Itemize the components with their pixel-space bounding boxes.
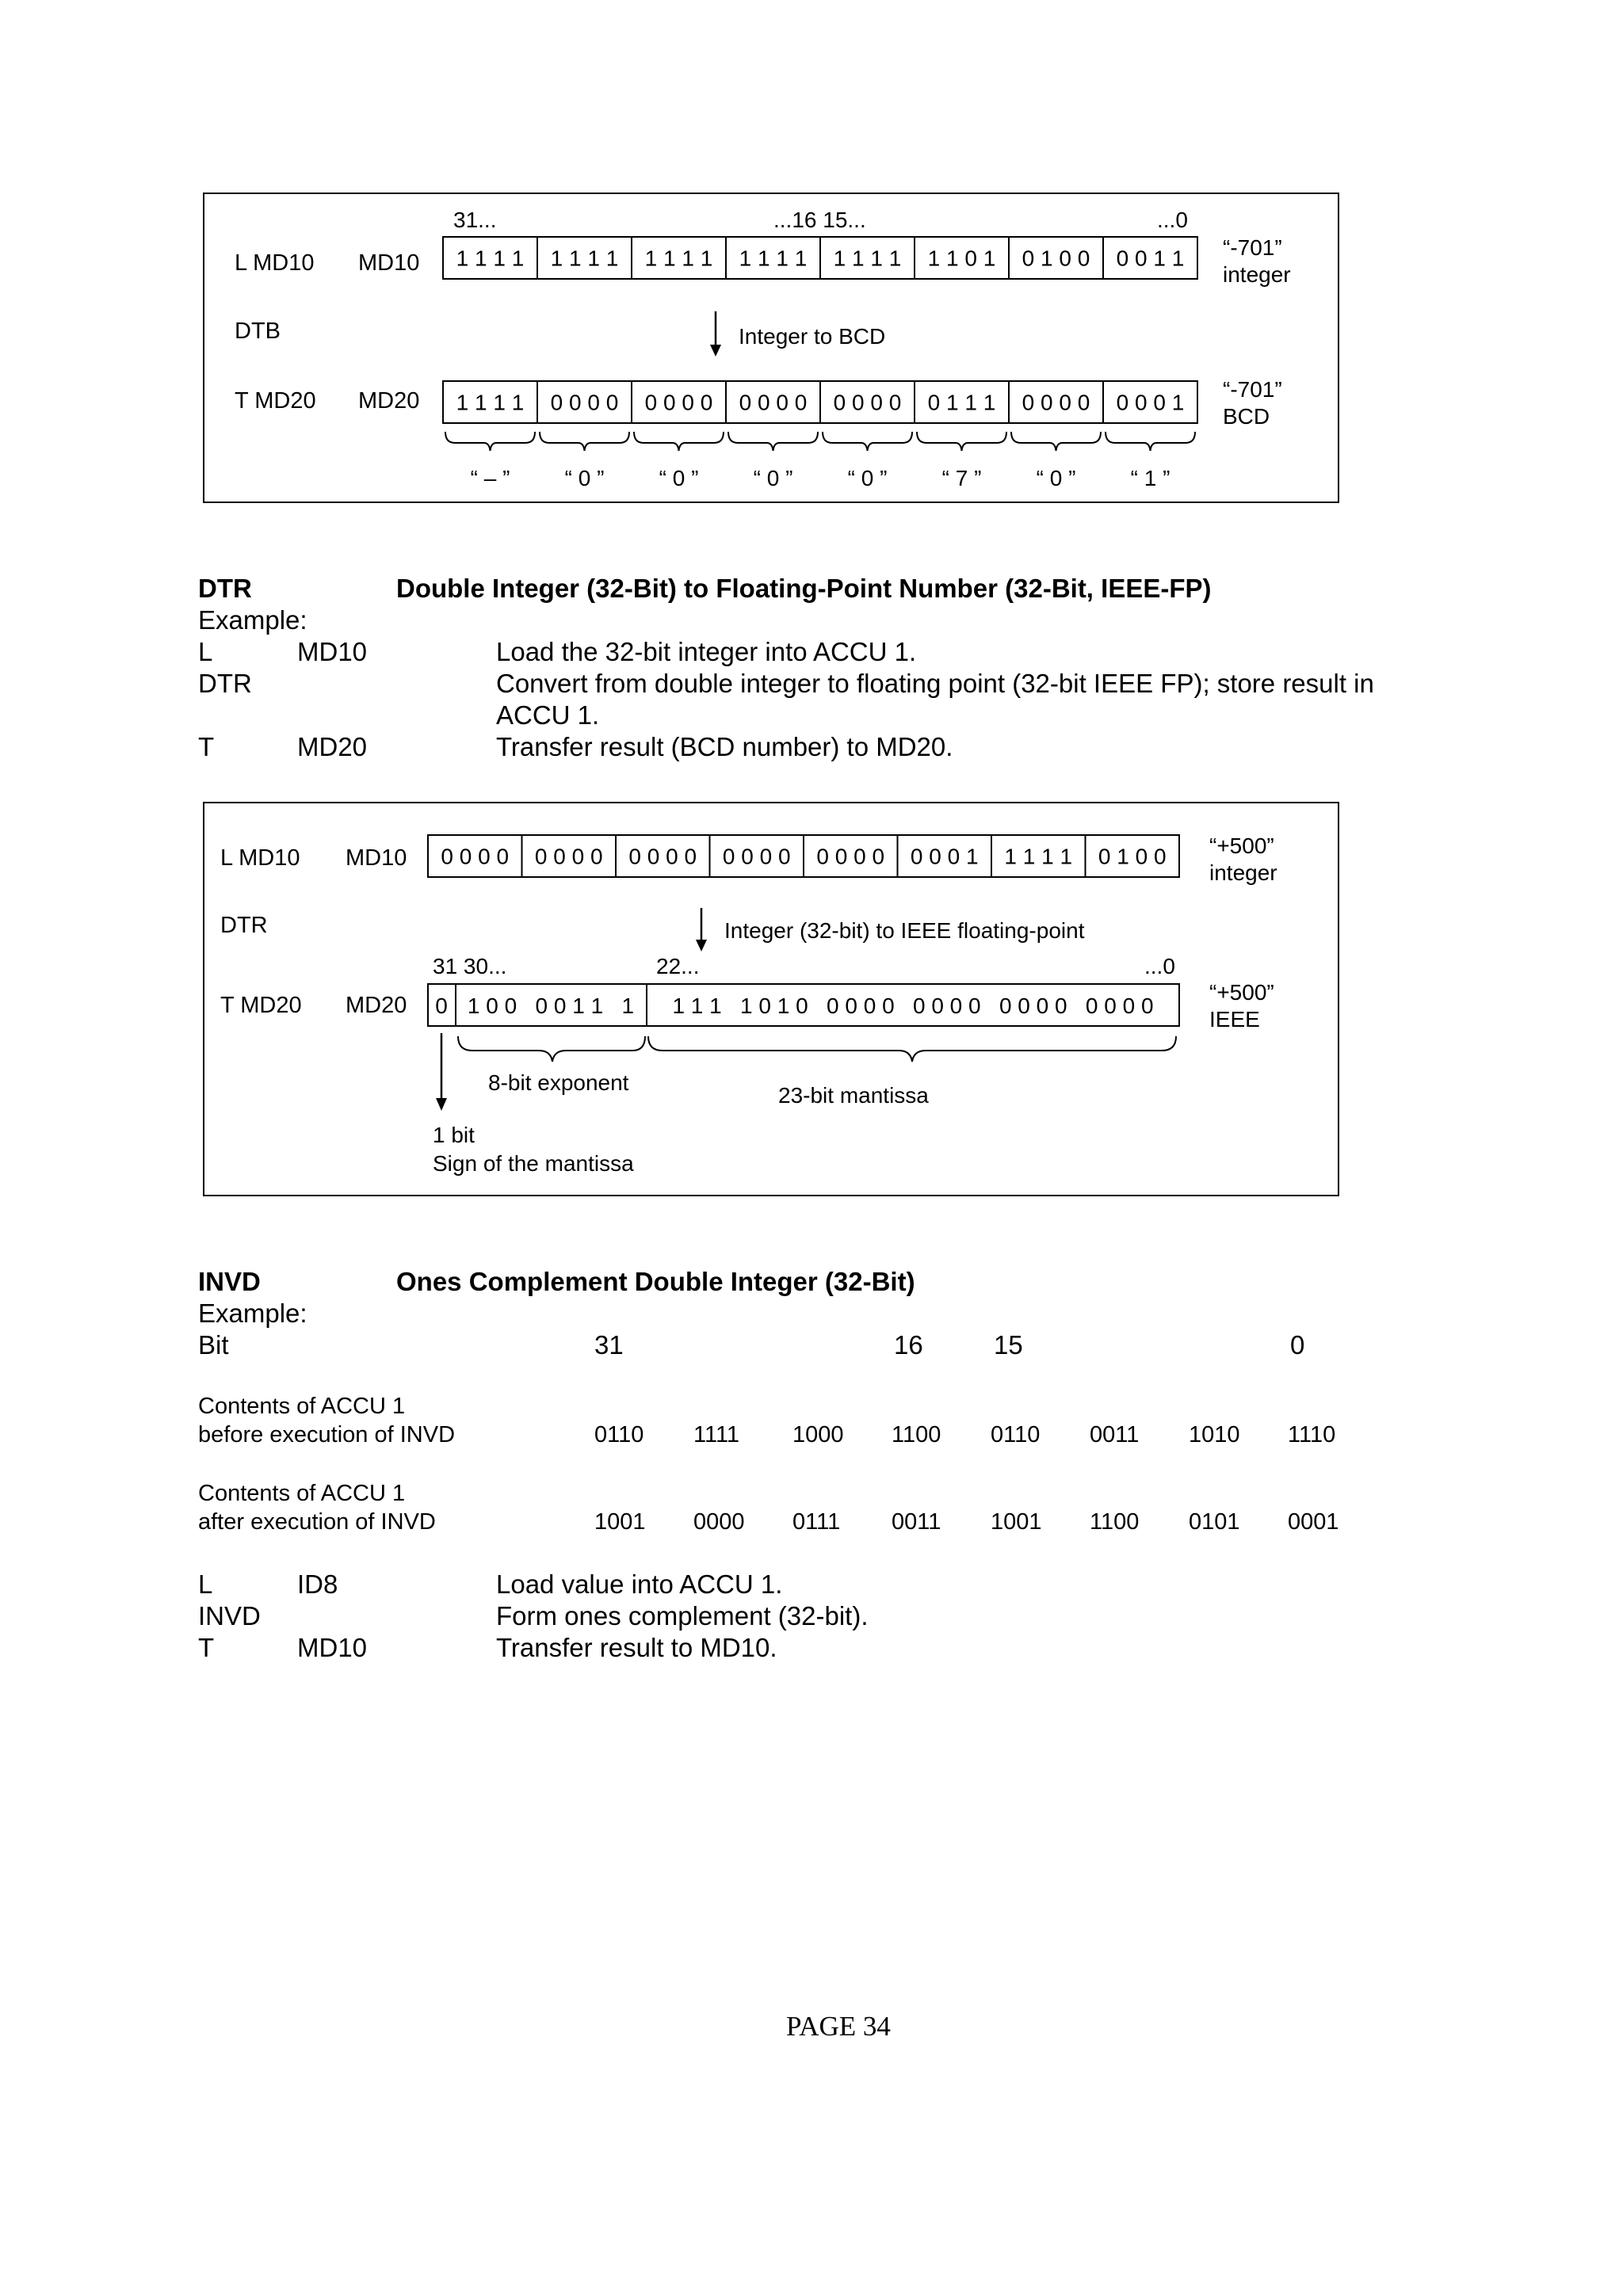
row1-instr: L MD10 xyxy=(235,250,315,276)
row1-note-line1: “-701” xyxy=(1223,235,1282,260)
nibble-value: 0 1 0 0 xyxy=(1098,844,1167,869)
accu-nibble-value: 0110 xyxy=(594,1422,644,1447)
accu-nibble-value: 1100 xyxy=(1090,1509,1140,1535)
dtr-code-op-3: T xyxy=(198,732,215,761)
dtr-code-desc-1: Load the 32-bit integer into ACCU 1. xyxy=(496,637,917,666)
dtr-code-operand-3: MD20 xyxy=(297,732,368,761)
page-number: PAGE 34 xyxy=(786,2011,891,2042)
nibble-value: 1 1 1 1 xyxy=(456,390,525,415)
row2-reg: MD20 xyxy=(358,388,420,414)
invd-mnemonic: INVD xyxy=(198,1267,261,1296)
dtr-code-op-2: DTR xyxy=(198,669,252,698)
sign-arrow-icon xyxy=(436,1098,447,1111)
down-arrow-icon xyxy=(696,940,707,952)
invd-code-operand-3: MD10 xyxy=(297,1633,368,1662)
row2-note-line2: IEEE xyxy=(1209,1007,1260,1032)
after-label-line1: Contents of ACCU 1 xyxy=(198,1481,406,1506)
digit-brace xyxy=(634,432,724,451)
nibble-value: 0 0 0 0 xyxy=(739,390,808,415)
dtr-code-desc-3: Transfer result (BCD number) to MD20. xyxy=(496,732,953,761)
dtb-diagram xyxy=(203,193,1339,503)
nibble-value: 0 0 0 1 xyxy=(910,844,979,869)
op-caption: Integer (32-bit) to IEEE floating-point xyxy=(724,918,1085,943)
accu-nibble-value: 0001 xyxy=(1288,1509,1339,1535)
dtr-code-operand-1: MD10 xyxy=(297,637,368,666)
nibble-value: 0 0 0 0 xyxy=(722,844,791,869)
accu-nibble-value: 0000 xyxy=(693,1509,745,1535)
accu-nibble-value: 1100 xyxy=(892,1422,941,1447)
row2-note-line2: BCD xyxy=(1223,404,1270,429)
accu-nibble-value: 1001 xyxy=(991,1509,1042,1535)
mantissa-brace xyxy=(648,1036,1176,1062)
nibble-value: 0 0 0 0 xyxy=(628,844,697,869)
invd-code-op-1: L xyxy=(198,1569,213,1599)
digit-braces xyxy=(445,432,1195,451)
accu-nibble-value: 0101 xyxy=(1189,1509,1240,1535)
dtb-diagram-svg xyxy=(204,194,1341,505)
dtr-diagram-svg xyxy=(204,803,1341,1198)
row1-note-line2: integer xyxy=(1209,860,1277,885)
row2-reg: MD20 xyxy=(346,993,407,1018)
dtr-example-label: Example: xyxy=(198,605,307,635)
dtr-diagram xyxy=(203,802,1339,1196)
invd-code-op-3: T xyxy=(198,1633,215,1662)
before-label-line2: before execution of INVD xyxy=(198,1422,456,1447)
sign-bit: 0 xyxy=(435,994,448,1018)
bit-label-22: 22... xyxy=(656,954,700,978)
digit-brace xyxy=(445,432,535,451)
after-label-line2: after execution of INVD xyxy=(198,1509,436,1535)
digit-labels xyxy=(471,466,1170,490)
nibble-value: 0 0 0 0 xyxy=(816,844,885,869)
row2-instr: T MD20 xyxy=(235,388,316,414)
op-label: DTR xyxy=(220,913,268,938)
bit-label-16-15: ...16 15... xyxy=(773,208,866,232)
digit-brace xyxy=(1106,432,1195,451)
bit-position-0: 0 xyxy=(1290,1330,1305,1360)
bit-position-31: 31 xyxy=(594,1330,624,1360)
accu-nibble-value: 0011 xyxy=(892,1509,941,1535)
accu-nibble-value: 1000 xyxy=(792,1422,844,1447)
accu-nibble-value: 1010 xyxy=(1189,1422,1240,1447)
accu-nibble-value: 1111 xyxy=(693,1422,740,1447)
invd-code-operand-1: ID8 xyxy=(297,1569,338,1599)
dtr-title: Double Integer (32-Bit) to Floating-Point Number (32-Bit, IEEE-FP) xyxy=(396,574,1212,603)
nibble-value: 0 0 0 0 xyxy=(534,844,603,869)
row1-nibbles xyxy=(443,237,1197,279)
exponent-brace xyxy=(458,1036,645,1062)
exponent-bits: 1 0 0 0 0 1 1 1 xyxy=(467,994,635,1018)
down-arrow-icon xyxy=(710,345,721,357)
accu-nibble-value: 1110 xyxy=(1288,1422,1336,1447)
invd-title: Ones Complement Double Integer (32-Bit) xyxy=(396,1267,915,1296)
nibble-value: 1 1 1 1 xyxy=(1004,844,1073,869)
nibble-value: 0 0 0 0 xyxy=(1022,390,1090,415)
row1-note-line1: “+500” xyxy=(1209,833,1274,858)
row2-note-line1: “-701” xyxy=(1223,377,1282,402)
bit-label-0: ...0 xyxy=(1144,954,1175,978)
bit-position-16: 16 xyxy=(894,1330,923,1360)
before-label-line1: Contents of ACCU 1 xyxy=(198,1394,406,1419)
dtr-code-desc-2b: ACCU 1. xyxy=(496,700,600,730)
nibble-value: 0 0 0 1 xyxy=(1116,390,1185,415)
nibble-value: 0 1 1 1 xyxy=(927,390,996,415)
row1-nibbles xyxy=(428,835,1179,877)
accu-nibble-value: 1001 xyxy=(594,1509,646,1535)
bit-label-0: ...0 xyxy=(1157,208,1188,232)
invd-code-op-2: INVD xyxy=(198,1601,261,1630)
bcd-digit-label: “ 0 ” xyxy=(1036,466,1076,490)
sign-label-line1: 1 bit xyxy=(433,1123,475,1147)
nibble-value: 1 1 1 1 xyxy=(833,246,902,271)
bcd-digit-label: “ 0 ” xyxy=(564,466,605,490)
op-label: DTB xyxy=(235,318,281,344)
nibble-value: 0 0 0 0 xyxy=(833,390,902,415)
dtr-code-op-1: L xyxy=(198,637,213,666)
nibble-value: 0 0 1 1 xyxy=(1116,246,1185,271)
exponent-label: 8-bit exponent xyxy=(488,1070,629,1095)
bit-label: Bit xyxy=(198,1330,229,1360)
invd-example-label: Example: xyxy=(198,1299,307,1328)
dtr-code-desc-2a: Convert from double integer to floating point (32-bit IEEE FP); store result in xyxy=(496,669,1374,698)
invd-code-desc-1: Load value into ACCU 1. xyxy=(496,1569,783,1599)
digit-brace xyxy=(917,432,1006,451)
row1-reg: MD10 xyxy=(358,250,420,276)
nibble-value: 1 1 1 1 xyxy=(550,246,619,271)
accu-nibble-value: 0011 xyxy=(1090,1422,1140,1447)
accu-nibble-value: 0111 xyxy=(792,1509,841,1535)
nibble-value: 0 0 0 0 xyxy=(550,390,619,415)
row2-instr: T MD20 xyxy=(220,993,302,1018)
bcd-digit-label: “ 0 ” xyxy=(659,466,699,490)
digit-brace xyxy=(540,432,629,451)
digit-brace xyxy=(728,432,818,451)
row2-note-line1: “+500” xyxy=(1209,980,1274,1005)
nibble-value: 1 1 1 1 xyxy=(456,246,525,271)
row2-nibbles xyxy=(443,381,1197,423)
row1-note-line2: integer xyxy=(1223,262,1291,287)
nibble-value: 1 1 1 1 xyxy=(644,246,713,271)
bit-position-15: 15 xyxy=(994,1330,1023,1360)
nibble-value: 1 1 1 1 xyxy=(739,246,808,271)
row1-reg: MD10 xyxy=(346,845,407,871)
sign-label-line2: Sign of the mantissa xyxy=(433,1151,634,1176)
dtr-mnemonic: DTR xyxy=(198,574,252,603)
mantissa-bits: 1 1 1 1 0 1 0 0 0 0 0 0 0 0 0 0 0 0 0 0 0 0 0 xyxy=(672,994,1154,1018)
invd-code-desc-3: Transfer result to MD10. xyxy=(496,1633,777,1662)
nibble-value: 0 0 0 0 xyxy=(644,390,713,415)
digit-brace xyxy=(823,432,912,451)
invd-code-desc-2: Form ones complement (32-bit). xyxy=(496,1601,869,1630)
nibble-value: 1 1 0 1 xyxy=(927,246,996,271)
bcd-digit-label: “ – ” xyxy=(470,466,510,490)
op-caption: Integer to BCD xyxy=(739,324,886,349)
row1-instr: L MD10 xyxy=(220,845,300,871)
mantissa-label: 23-bit mantissa xyxy=(778,1083,929,1108)
nibble-value: 0 0 0 0 xyxy=(441,844,510,869)
digit-brace xyxy=(1011,432,1101,451)
bcd-digit-label: “ 7 ” xyxy=(941,466,982,490)
bit-label-31: 31... xyxy=(453,208,497,232)
bcd-digit-label: “ 1 ” xyxy=(1130,466,1170,490)
accu-nibble-value: 0110 xyxy=(991,1422,1041,1447)
bcd-digit-label: “ 0 ” xyxy=(753,466,793,490)
nibble-value: 0 1 0 0 xyxy=(1022,246,1090,271)
bit-label-31-30: 31 30... xyxy=(433,954,507,978)
bcd-digit-label: “ 0 ” xyxy=(847,466,888,490)
